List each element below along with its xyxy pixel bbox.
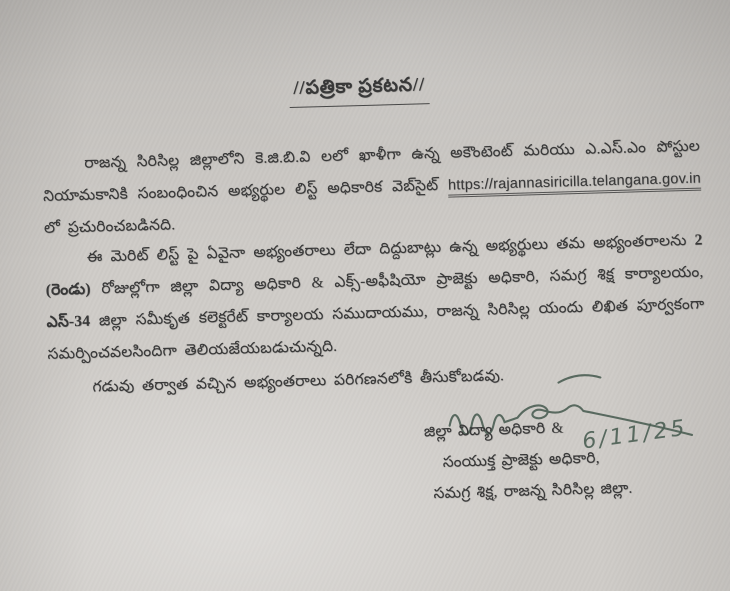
website-url: https://rajannasiricilla.telangana.gov.in [448,170,701,197]
deadline-days: 2 (రెండు) [45,231,703,299]
para1-text-before-url: రాజన్న సిరిసిల్ల జిల్లాలోని కె.జి.బి.వి లలో ఖాళీగా ఉన్న అకౌంటెంట్ మరియు ఎ.ఎస్.ఎం పోస్టుల నియామకానికి సంబంధించిన అభ్యర్థుల లిస్ట్ అధికారిక వెబ్‌సైట్ [42,137,701,205]
signatory-designation-line1: జిల్లా విద్యా అధికారి & [423,419,564,441]
signatory-designation-line2: సంయుక్త ప్రాజెక్టు అధికారి, [442,449,600,471]
para1-text-after-url: లో ప్రచురించబడినది. [43,215,176,237]
para2-text-3: జిల్లా సమీకృత కలెక్టరేట్ కార్యాలయ సముదాయము, రాజన్న సిరిసిల్ల యందు లిఖిత పూర్వకంగా సమర్పించవలసిందిగా తెలియజేయబడుచున్నది. [47,295,705,363]
document-title: //పత్రికా ప్రకటన// [289,74,430,108]
para2-text-2: రోజుల్లోగా జిల్లా విద్యా అధికారి & ఎక్స్-అఫీషియో ప్రాజెక్టు అధికారి, సమగ్ర శిక్ష కార్యాలయం, [90,263,704,298]
title-row [0,66,725,116]
office-code: ఎస్-34 [46,312,91,331]
signature-flourish-arc [558,375,600,383]
paragraph-objections [44,224,705,370]
signatory-designation-line3: సమగ్ర శిక్ష, రాజన్న సిరిసిల్ల జిల్లా. [433,479,633,503]
handwritten-date: 6/11/25 [580,415,690,455]
paragraph-late-objections: గడువు తర్వాత వచ్చిన అభ్యంతరాలు పరిగణనలోకి తీసుకోబడవు. [92,366,505,396]
para2-text-1: ఈ మెరిట్ లిస్ట్ పై ఏవైనా అభ్యంతరాలు లేదా దిద్దుబాట్లు ఉన్న అభ్యర్థులు తమ అభ్యంతరాలను [86,231,695,266]
